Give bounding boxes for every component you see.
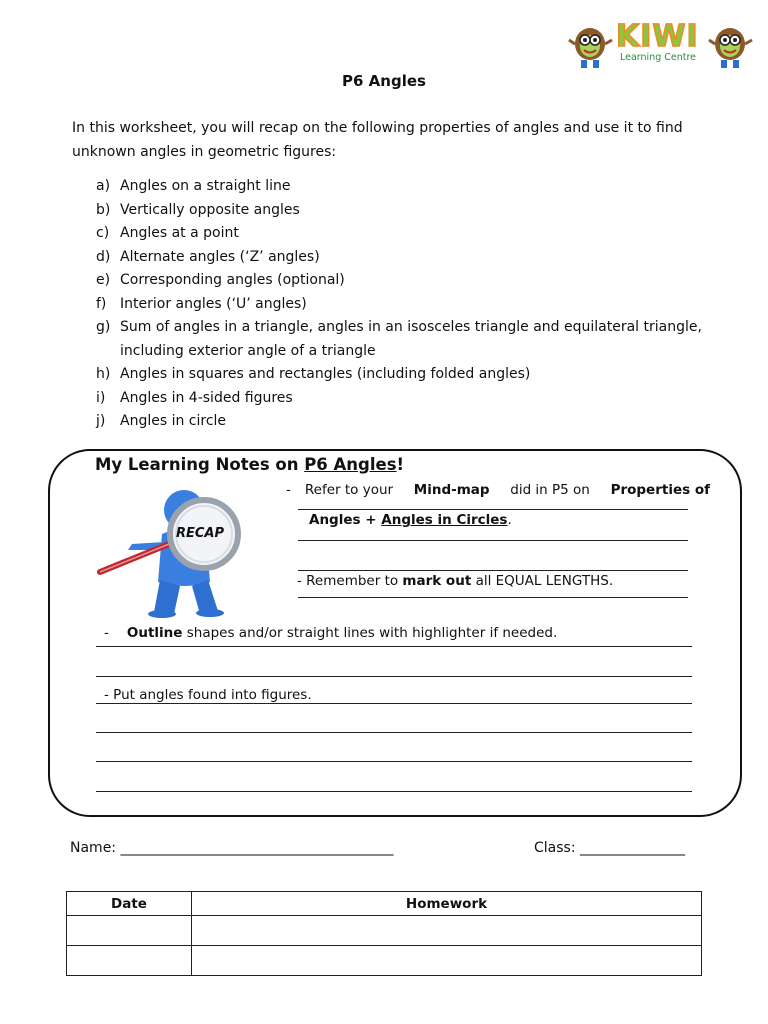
list-item-text: Angles in circle	[120, 413, 227, 429]
note-bold: Mind-map	[413, 482, 490, 498]
writing-line	[96, 791, 692, 792]
list-marker: c)	[96, 225, 110, 241]
list-item	[96, 269, 726, 293]
writing-line	[96, 732, 692, 733]
note-put-angles: - Put angles found into figures.	[104, 687, 312, 703]
note-text: Refer to your	[304, 482, 398, 498]
note-bold: Outline	[126, 625, 183, 641]
column-header-homework: Homework	[192, 892, 702, 916]
list-item-text: Alternate angles (‘Z’ angles)	[120, 248, 320, 265]
writing-line	[298, 509, 688, 510]
table-row	[67, 916, 702, 946]
list-marker: g)	[96, 319, 111, 335]
heading-suffix: !	[396, 455, 405, 474]
recap-magnifier-figure	[92, 484, 262, 619]
note-bold: Angles +	[309, 512, 382, 528]
note-bold: Properties of	[610, 482, 710, 498]
table-cell-homework[interactable]	[192, 916, 702, 946]
writing-line	[298, 540, 688, 541]
table-cell-date[interactable]	[67, 946, 192, 976]
list-marker: d)	[96, 248, 111, 265]
table-row	[67, 946, 702, 976]
kiwi-mascot-right-icon	[706, 22, 756, 70]
note-outline	[104, 625, 557, 641]
note-dash: -	[286, 482, 291, 498]
column-header-date: Date	[67, 892, 192, 916]
writing-line	[96, 676, 692, 677]
list-marker: i)	[96, 389, 106, 406]
heading-prefix: My Learning Notes on	[95, 455, 305, 474]
list-marker: j)	[96, 413, 106, 429]
list-marker: b)	[96, 201, 111, 218]
list-item-text: Interior angles (‘U’ angles)	[120, 295, 307, 312]
learning-notes-heading	[95, 455, 404, 474]
logo-subtitle: Learning Centre	[620, 52, 697, 63]
logo-brand-text: KIWI	[616, 19, 699, 54]
table-cell-date[interactable]	[67, 916, 192, 946]
list-item	[96, 222, 726, 246]
note-bold: mark out	[402, 573, 472, 589]
topics-list	[96, 175, 726, 434]
list-item	[96, 199, 726, 223]
note-mind-map	[286, 482, 710, 498]
table-cell-homework[interactable]	[192, 946, 702, 976]
list-item-text: Sum of angles in a triangle, angles in an isosceles triangle and equilateral triangle, including exterior angle of a triangle	[120, 319, 702, 359]
list-item-text: Angles in 4-sided figures	[120, 389, 293, 406]
note-underlined: Angles in Circles	[381, 512, 508, 528]
list-item	[96, 410, 726, 434]
list-item	[96, 363, 726, 387]
kiwi-mascot-left-icon	[566, 22, 616, 70]
list-item-text: Corresponding angles (optional)	[120, 272, 345, 288]
list-item-text: Vertically opposite angles	[120, 201, 300, 218]
list-marker: f)	[96, 295, 107, 312]
heading-topic: P6 Angles	[304, 455, 397, 474]
list-marker: e)	[96, 272, 111, 288]
list-item-text: Angles at a point	[120, 225, 239, 241]
intro-paragraph: In this worksheet, you will recap on the following properties of angles and use it to find unknown angles in geometric figures:	[72, 120, 683, 160]
class-field[interactable]: Class: _______________	[534, 840, 685, 856]
list-item	[96, 316, 726, 363]
writing-line	[298, 597, 688, 598]
list-item	[96, 175, 726, 199]
table-header-row	[67, 892, 702, 916]
page-title: P6 Angles	[342, 72, 426, 90]
writing-line	[96, 646, 692, 647]
note-text: shapes and/or straight lines with highlighter if needed.	[182, 625, 558, 641]
homework-table	[66, 891, 702, 976]
list-item	[96, 387, 726, 411]
note-equal-lengths	[297, 573, 613, 589]
list-item	[96, 246, 726, 270]
note-text: - Remember to	[297, 573, 403, 589]
note-text: .	[507, 512, 512, 528]
note-dash: -	[104, 625, 109, 641]
list-item-text: Angles in squares and rectangles (including folded angles)	[120, 366, 531, 382]
note-angles-circles	[309, 512, 512, 528]
writing-line	[298, 570, 688, 571]
writing-line	[96, 761, 692, 762]
note-text: did in P5 on	[505, 482, 595, 498]
list-item	[96, 293, 726, 317]
recap-label: RECAP	[176, 526, 225, 541]
list-marker: a)	[96, 178, 111, 194]
note-text: all EQUAL LENGTHS.	[471, 573, 614, 589]
writing-line	[96, 703, 692, 704]
list-marker: h)	[96, 366, 111, 382]
list-item-text: Angles on a straight line	[120, 178, 291, 194]
name-field[interactable]: Name: _______________________________________	[70, 840, 394, 856]
